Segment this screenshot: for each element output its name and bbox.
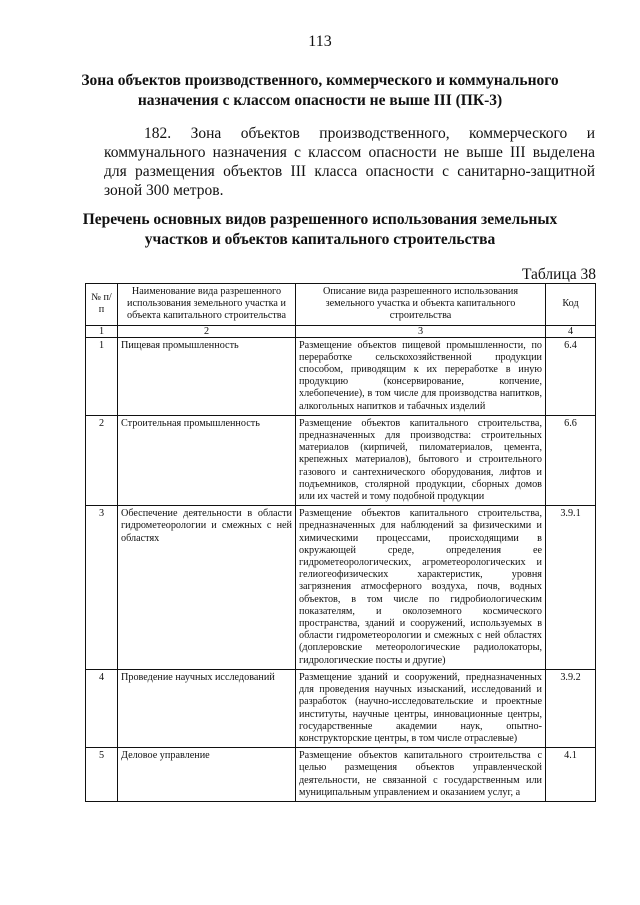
row-number: 2 (86, 415, 118, 505)
row-description: Размещение объектов капитального строительства с целью размещения объектов управленческой деятельности, не связанной с государственным или муниципальным управлением и оказанием услуг, а (296, 748, 546, 802)
page-number: 113 (308, 33, 332, 50)
row-number: 1 (86, 337, 118, 415)
row-code: 3.9.1 (546, 506, 596, 670)
column-number-row (86, 325, 596, 337)
table-row (86, 748, 596, 802)
column-number: 1 (86, 325, 118, 337)
table-row (86, 337, 596, 415)
row-number: 5 (86, 748, 118, 802)
header-description: Описание вида разрешенного использования земельного участка и объекта капитального строительства (296, 284, 546, 326)
row-name: Проведение научных исследований (118, 669, 296, 747)
header-no: № п/п (86, 284, 118, 326)
table-row (86, 415, 596, 505)
row-code: 6.6 (546, 415, 596, 505)
row-name: Строительная промышленность (118, 415, 296, 505)
column-number: 2 (118, 325, 296, 337)
table-header-row (86, 284, 596, 326)
column-number: 3 (296, 325, 546, 337)
row-description: Размещение объектов капитального строительства, предназначенных для наблюдений за физическими и химическими процессами, происходящими в окружающей среде, определения ее гидрометеорологических, агрометеорологических и гелиогеофизических характеристик, уровня загрязнения атмосферного воздуха, почв, водных объектов, в том числе по гидробиологическим показателям, и околоземного космического пространства, зданий и сооружений, используемых в области гидрометеорологии и смежных с ней областях (доплеровские метеорологические радиолокаторы, гидрологические посты и другие) (296, 506, 546, 670)
list-title: Перечень основных видов разрешенного использования земельных участков и объектов капитального строительства (82, 211, 558, 248)
header-name: Наименование вида разрешенного использования земельного участка и объекта капитального строительства (118, 284, 296, 326)
table-row (86, 506, 596, 670)
row-description: Размещение зданий и сооружений, предназначенных для проведения научных изысканий, исследований и разработок (научно-исследовательские и проектные институты, научные центры, инновационные центры, государственные академии наук, опытно-конструкторские центры, в том числе отраслевые) (296, 669, 546, 747)
row-code: 4.1 (546, 748, 596, 802)
row-description: Размещение объектов пищевой промышленности, по переработке сельскохозяйственной продукции способом, приводящим к их переработке в иную продукцию (консервирование, копчение, хлебопечение), в том числе для производства напитков, алкогольных напитков и табачных изделий (296, 337, 546, 415)
row-name: Деловое управление (118, 748, 296, 802)
row-number: 4 (86, 669, 118, 747)
table-row (86, 669, 596, 747)
land-use-table (85, 283, 596, 802)
row-description: Размещение объектов капитального строительства, предназначенных для производства: строительных материалов (кирпичей, пиломатериалов, цемента, крепежных материалов), бытового и строительного газового и сантехнического оборудования, лифтов и подъемников, столярной продукции, сборных домов или их частей и тому подобной продукции (296, 415, 546, 505)
row-name: Обеспечение деятельности в области гидрометеорологии и смежных с ней областях (118, 506, 296, 670)
zone-paragraph: 182. Зона объектов производственного, коммерческого и коммунального назначения с классом опасности не выше III выделена для размещения объектов III класса опасности с санитарно-защитной зоной 300 метров. (104, 125, 595, 199)
table-caption: Таблица 38 (521, 266, 596, 283)
column-number: 4 (546, 325, 596, 337)
zone-title: Зона объектов производственного, коммерческого и коммунального назначения с классом опасности не выше III (ПК-3) (81, 72, 559, 109)
header-code: Код (546, 284, 596, 326)
row-code: 3.9.2 (546, 669, 596, 747)
row-code: 6.4 (546, 337, 596, 415)
row-number: 3 (86, 506, 118, 670)
row-name: Пищевая промышленность (118, 337, 296, 415)
